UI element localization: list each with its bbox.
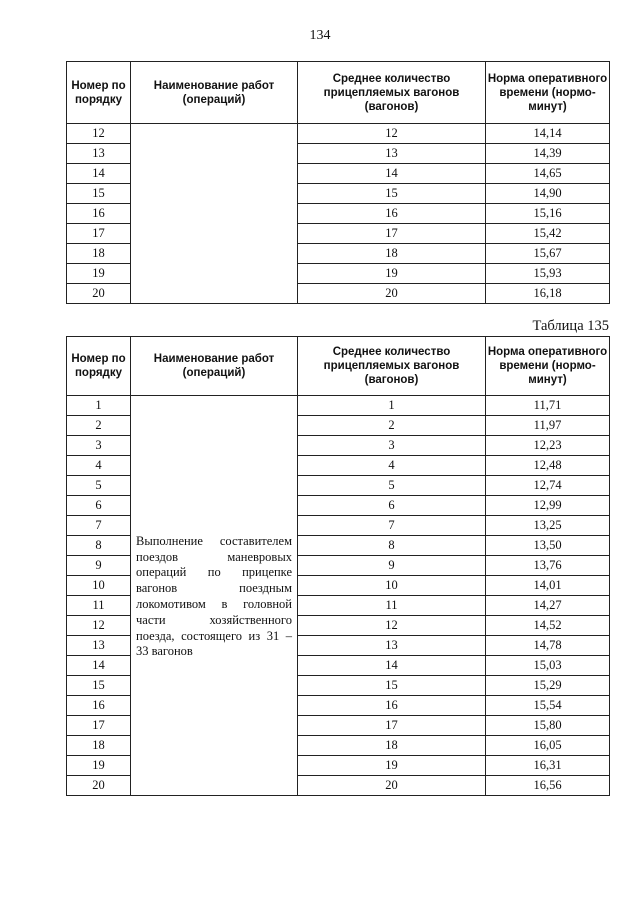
wagons-count-cell: 14 [298, 164, 486, 184]
row-number-cell: 20 [67, 284, 131, 304]
operation-description: Выполнение составителем поездов маневровых операций по прицепке вагонов поездным локомотивом в головной части хозяйственного поезда, состоящего из 31 – 33 вагонов [136, 533, 292, 659]
norm-time-cell: 14,39 [486, 144, 610, 164]
wagons-count-cell: 19 [298, 756, 486, 776]
row-number-cell: 14 [67, 656, 131, 676]
norm-time-cell: 12,48 [486, 456, 610, 476]
row-number-cell: 12 [67, 616, 131, 636]
row-number-cell: 15 [67, 184, 131, 204]
table-header-row [67, 337, 610, 396]
wagons-count-cell: 12 [298, 616, 486, 636]
wagons-count-cell: 10 [298, 576, 486, 596]
row-number-cell: 11 [67, 596, 131, 616]
norm-time-cell: 12,74 [486, 476, 610, 496]
table-row [67, 124, 610, 144]
page-number: 134 [309, 28, 331, 43]
row-number-cell: 15 [67, 676, 131, 696]
wagons-count-cell: 9 [298, 556, 486, 576]
row-number-cell: 16 [67, 204, 131, 224]
row-number-cell: 6 [67, 496, 131, 516]
row-number-cell: 20 [67, 776, 131, 796]
row-number-cell: 14 [67, 164, 131, 184]
row-number-cell: 5 [67, 476, 131, 496]
wagons-count-cell: 5 [298, 476, 486, 496]
norm-table-135 [66, 336, 610, 796]
header-num: Номер по порядку [67, 62, 131, 124]
norm-time-cell: 14,65 [486, 164, 610, 184]
wagons-count-cell: 8 [298, 536, 486, 556]
row-number-cell: 8 [67, 536, 131, 556]
operation-description-cell [131, 124, 298, 304]
norm-time-cell: 11,71 [486, 396, 610, 416]
row-number-cell: 10 [67, 576, 131, 596]
header-wagons: Среднее количество прицепляемых вагонов (вагонов) [298, 62, 486, 124]
norm-time-cell: 16,56 [486, 776, 610, 796]
row-number-cell: 1 [67, 396, 131, 416]
wagons-count-cell: 13 [298, 636, 486, 656]
norm-time-cell: 15,16 [486, 204, 610, 224]
row-number-cell: 7 [67, 516, 131, 536]
wagons-count-cell: 12 [298, 124, 486, 144]
norm-time-cell: 15,42 [486, 224, 610, 244]
row-number-cell: 17 [67, 224, 131, 244]
wagons-count-cell: 7 [298, 516, 486, 536]
header-name: Наименование работ (операций) [131, 337, 298, 396]
wagons-count-cell: 15 [298, 676, 486, 696]
operation-description-cell [131, 396, 298, 796]
row-number-cell: 19 [67, 756, 131, 776]
norm-time-cell: 14,90 [486, 184, 610, 204]
table-row [67, 396, 610, 416]
wagons-count-cell: 14 [298, 656, 486, 676]
wagons-count-cell: 17 [298, 716, 486, 736]
row-number-cell: 3 [67, 436, 131, 456]
table-header-row [67, 62, 610, 124]
norm-time-cell: 16,05 [486, 736, 610, 756]
wagons-count-cell: 20 [298, 284, 486, 304]
norm-time-cell: 12,23 [486, 436, 610, 456]
row-number-cell: 4 [67, 456, 131, 476]
wagons-count-cell: 3 [298, 436, 486, 456]
header-norm: Норма оперативного времени (нормо-минут) [486, 62, 610, 124]
header-name: Наименование работ (операций) [131, 62, 298, 124]
wagons-count-cell: 19 [298, 264, 486, 284]
norm-time-cell: 15,93 [486, 264, 610, 284]
norm-time-cell: 14,01 [486, 576, 610, 596]
norm-time-cell: 15,29 [486, 676, 610, 696]
row-number-cell: 13 [67, 636, 131, 656]
row-number-cell: 18 [67, 244, 131, 264]
row-number-cell: 17 [67, 716, 131, 736]
norm-time-cell: 12,99 [486, 496, 610, 516]
header-num: Номер по порядку [67, 337, 131, 396]
row-number-cell: 9 [67, 556, 131, 576]
wagons-count-cell: 6 [298, 496, 486, 516]
row-number-cell: 18 [67, 736, 131, 756]
header-wagons: Среднее количество прицепляемых вагонов (вагонов) [298, 337, 486, 396]
row-number-cell: 12 [67, 124, 131, 144]
row-number-cell: 19 [67, 264, 131, 284]
norm-time-cell: 15,54 [486, 696, 610, 716]
norm-time-cell: 14,52 [486, 616, 610, 636]
table-caption: Таблица 135 [532, 318, 609, 334]
norm-time-cell: 15,03 [486, 656, 610, 676]
row-number-cell: 2 [67, 416, 131, 436]
norm-time-cell: 14,27 [486, 596, 610, 616]
wagons-count-cell: 17 [298, 224, 486, 244]
wagons-count-cell: 2 [298, 416, 486, 436]
wagons-count-cell: 11 [298, 596, 486, 616]
wagons-count-cell: 16 [298, 696, 486, 716]
norm-time-cell: 13,50 [486, 536, 610, 556]
norm-time-cell: 16,18 [486, 284, 610, 304]
header-norm: Норма оперативного времени (нормо-минут) [486, 337, 610, 396]
wagons-count-cell: 4 [298, 456, 486, 476]
norm-time-cell: 15,80 [486, 716, 610, 736]
norm-time-cell: 14,78 [486, 636, 610, 656]
row-number-cell: 13 [67, 144, 131, 164]
norm-time-cell: 15,67 [486, 244, 610, 264]
row-number-cell: 16 [67, 696, 131, 716]
wagons-count-cell: 18 [298, 244, 486, 264]
wagons-count-cell: 1 [298, 396, 486, 416]
norm-time-cell: 14,14 [486, 124, 610, 144]
wagons-count-cell: 16 [298, 204, 486, 224]
norm-time-cell: 11,97 [486, 416, 610, 436]
norm-time-cell: 13,76 [486, 556, 610, 576]
norm-time-cell: 13,25 [486, 516, 610, 536]
wagons-count-cell: 20 [298, 776, 486, 796]
norm-time-cell: 16,31 [486, 756, 610, 776]
norm-table-continued [66, 61, 610, 304]
wagons-count-cell: 18 [298, 736, 486, 756]
wagons-count-cell: 15 [298, 184, 486, 204]
wagons-count-cell: 13 [298, 144, 486, 164]
